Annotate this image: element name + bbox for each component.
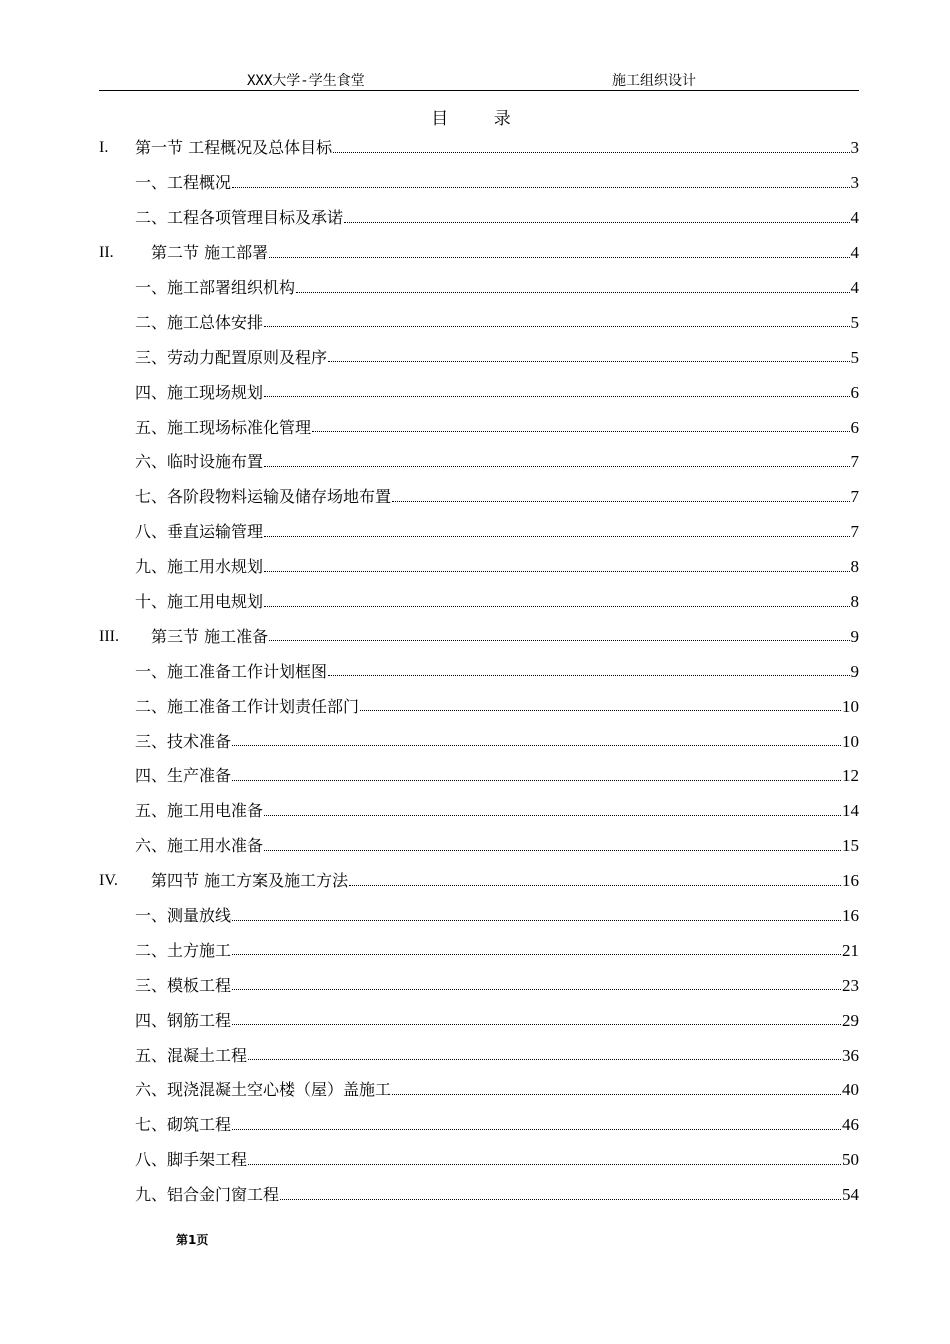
toc-subsection-entry[interactable] (99, 794, 859, 829)
toc-title: 目 录 (431, 109, 531, 129)
toc-subsection-entry[interactable] (99, 1038, 859, 1073)
toc-subsection-entry[interactable] (99, 375, 859, 410)
page-header (99, 66, 859, 91)
toc-entry-text: 一、施工部署组织机构 (135, 278, 296, 297)
toc-page-number: 8 (850, 557, 859, 577)
toc-dot-leader (328, 675, 849, 676)
toc-dot-leader (232, 1024, 841, 1025)
toc-dot-leader (232, 989, 841, 990)
toc-dot-leader (312, 431, 849, 432)
toc-dot-leader (232, 780, 841, 781)
toc-page-number: 9 (850, 626, 859, 646)
toc-entry-text: 二、施工准备工作计划责任部门 (135, 696, 360, 716)
toc-dot-leader (264, 850, 841, 851)
toc-dot-leader (360, 710, 841, 711)
toc-dot-leader (328, 361, 849, 362)
toc-section-entry[interactable] (99, 131, 859, 166)
toc-page-number: 21 (842, 940, 859, 960)
toc-dot-leader (296, 292, 849, 293)
toc-page-number: 8 (850, 592, 859, 612)
toc-dot-leader (349, 885, 841, 886)
toc-page-number: 10 (842, 731, 859, 751)
toc-subsection-entry[interactable] (99, 1178, 859, 1213)
toc-subsection-entry[interactable] (99, 1143, 859, 1178)
toc-dot-leader (392, 501, 849, 502)
toc-dot-leader (232, 187, 849, 188)
toc-entry-text: 第四节 施工方案及施工方法 (151, 871, 349, 891)
toc-page-number: 4 (850, 208, 859, 228)
toc-subsection-entry[interactable] (99, 1108, 859, 1143)
toc-dot-leader (232, 1129, 841, 1130)
toc-entry-text: 七、各阶段物料运输及储存场地布置 (135, 487, 392, 507)
page-number-footer: 第1页 (176, 1233, 209, 1247)
toc-section-entry[interactable] (99, 619, 859, 654)
toc-entry-text: 五、施工用电准备 (135, 801, 264, 821)
toc-dot-leader (392, 1094, 841, 1095)
toc-dot-leader (344, 222, 849, 223)
toc-entry-text: 七、砌筑工程 (135, 1115, 232, 1135)
toc-subsection-entry[interactable] (99, 515, 859, 550)
toc-subsection-entry[interactable] (99, 759, 859, 794)
toc-page-number: 6 (850, 417, 859, 437)
toc-subsection-entry[interactable] (99, 585, 859, 620)
toc-subsection-entry[interactable] (99, 305, 859, 340)
toc-section-numeral: III. (99, 627, 119, 645)
toc-entry-text: 三、技术准备 (135, 731, 232, 751)
toc-entry-text: 四、生产准备 (135, 766, 232, 786)
toc-dot-leader (264, 571, 849, 572)
toc-page-number: 54 (842, 1185, 859, 1205)
toc-entry-text: 六、临时设施布置 (135, 452, 264, 472)
toc-page-number: 5 (850, 347, 859, 367)
toc-subsection-entry[interactable] (99, 271, 859, 306)
toc-entry-text: 五、施工现场标准化管理 (135, 417, 312, 437)
toc-entry-text: 第一节 工程概况及总体目标 (135, 138, 333, 158)
toc-entry-text: 二、土方施工 (135, 940, 232, 960)
toc-subsection-entry[interactable] (99, 201, 859, 236)
toc-dot-leader (264, 536, 849, 537)
toc-subsection-entry[interactable] (99, 410, 859, 445)
toc-page-number: 6 (850, 382, 859, 402)
toc-section-numeral: I. (99, 139, 109, 157)
toc-page-number: 14 (842, 801, 859, 821)
toc-subsection-entry[interactable] (99, 689, 859, 724)
table-of-contents (99, 131, 859, 1213)
toc-page-number: 23 (842, 975, 859, 995)
toc-page-number: 16 (842, 871, 859, 891)
toc-entry-text: 三、劳动力配置原则及程序 (135, 347, 328, 367)
toc-entry-text: 四、钢筋工程 (135, 1010, 232, 1030)
toc-subsection-entry[interactable] (99, 550, 859, 585)
toc-entry-text: 二、工程各项管理目标及承诺 (135, 208, 344, 228)
toc-subsection-entry[interactable] (99, 445, 859, 480)
toc-entry-text: 六、现浇混凝土空心楼（屋）盖施工 (135, 1080, 392, 1100)
toc-entry-text: 一、施工准备工作计划框图 (135, 661, 328, 681)
toc-subsection-entry[interactable] (99, 340, 859, 375)
toc-dot-leader (264, 815, 841, 816)
toc-entry-text: 八、脚手架工程 (135, 1150, 248, 1170)
toc-section-numeral: II. (99, 244, 114, 262)
toc-entry-text: 第三节 施工准备 (151, 626, 269, 646)
toc-dot-leader (248, 1059, 841, 1060)
toc-entry-text: 一、测量放线 (135, 906, 232, 926)
toc-subsection-entry[interactable] (99, 899, 859, 934)
toc-entry-text: 四、施工现场规划 (135, 382, 264, 402)
toc-page-number: 3 (850, 173, 859, 193)
toc-entry-text: 一、工程概况 (135, 173, 232, 193)
toc-page-number: 4 (850, 243, 859, 263)
toc-dot-leader (333, 152, 849, 153)
toc-page-number: 12 (842, 766, 859, 786)
toc-entry-text: 五、混凝土工程 (135, 1045, 248, 1065)
toc-dot-leader (264, 326, 849, 327)
toc-dot-leader (232, 745, 841, 746)
toc-page-number: 10 (842, 696, 859, 716)
toc-entry-text: 第二节 施工部署 (151, 243, 269, 263)
toc-subsection-entry[interactable] (99, 968, 859, 1003)
toc-dot-leader (232, 920, 841, 921)
toc-page-number: 46 (842, 1115, 859, 1135)
toc-dot-leader (264, 466, 849, 467)
toc-entry-text: 二、施工总体安排 (135, 312, 264, 332)
toc-page-number: 50 (842, 1150, 859, 1170)
toc-subsection-entry[interactable] (99, 166, 859, 201)
toc-dot-leader (264, 396, 849, 397)
toc-dot-leader (248, 1164, 841, 1165)
toc-section-entry[interactable] (99, 236, 859, 271)
toc-dot-leader (269, 640, 849, 641)
toc-subsection-entry[interactable] (99, 724, 859, 759)
toc-subsection-entry[interactable] (99, 933, 859, 968)
toc-dot-leader (264, 606, 849, 607)
toc-entry-text: 六、施工用水准备 (135, 836, 264, 856)
toc-entry-text: 九、施工用水规划 (135, 557, 264, 577)
toc-page-number: 4 (850, 278, 859, 297)
toc-subsection-entry[interactable] (99, 1073, 859, 1108)
toc-entry-text: 十、施工用电规划 (135, 592, 264, 612)
toc-subsection-entry[interactable] (99, 1003, 859, 1038)
toc-section-entry[interactable] (99, 864, 859, 899)
toc-subsection-entry[interactable] (99, 480, 859, 515)
toc-page-number: 40 (842, 1080, 859, 1100)
toc-subsection-entry[interactable] (99, 829, 859, 864)
toc-page-number: 7 (850, 522, 859, 542)
toc-page-number: 3 (850, 138, 859, 158)
toc-entry-text: 九、铝合金门窗工程 (135, 1185, 280, 1205)
toc-page-number: 29 (842, 1010, 859, 1030)
toc-entry-text: 八、垂直运输管理 (135, 522, 264, 542)
header-project-name: XXX大学-学生食堂 (247, 73, 365, 89)
toc-dot-leader (269, 257, 849, 258)
toc-entry-text: 三、模板工程 (135, 975, 232, 995)
toc-page-number: 16 (842, 906, 859, 926)
header-document-type: 施工组织设计 (612, 73, 696, 89)
toc-subsection-entry[interactable] (99, 654, 859, 689)
toc-dot-leader (280, 1199, 841, 1200)
toc-dot-leader (232, 954, 841, 955)
toc-page-number: 9 (850, 661, 859, 681)
toc-page-number: 7 (850, 452, 859, 472)
toc-page-number: 7 (850, 487, 859, 507)
toc-page-number: 15 (842, 836, 859, 856)
toc-page-number: 36 (842, 1045, 859, 1065)
toc-page-number: 5 (850, 312, 859, 332)
toc-section-numeral: IV. (99, 872, 118, 890)
